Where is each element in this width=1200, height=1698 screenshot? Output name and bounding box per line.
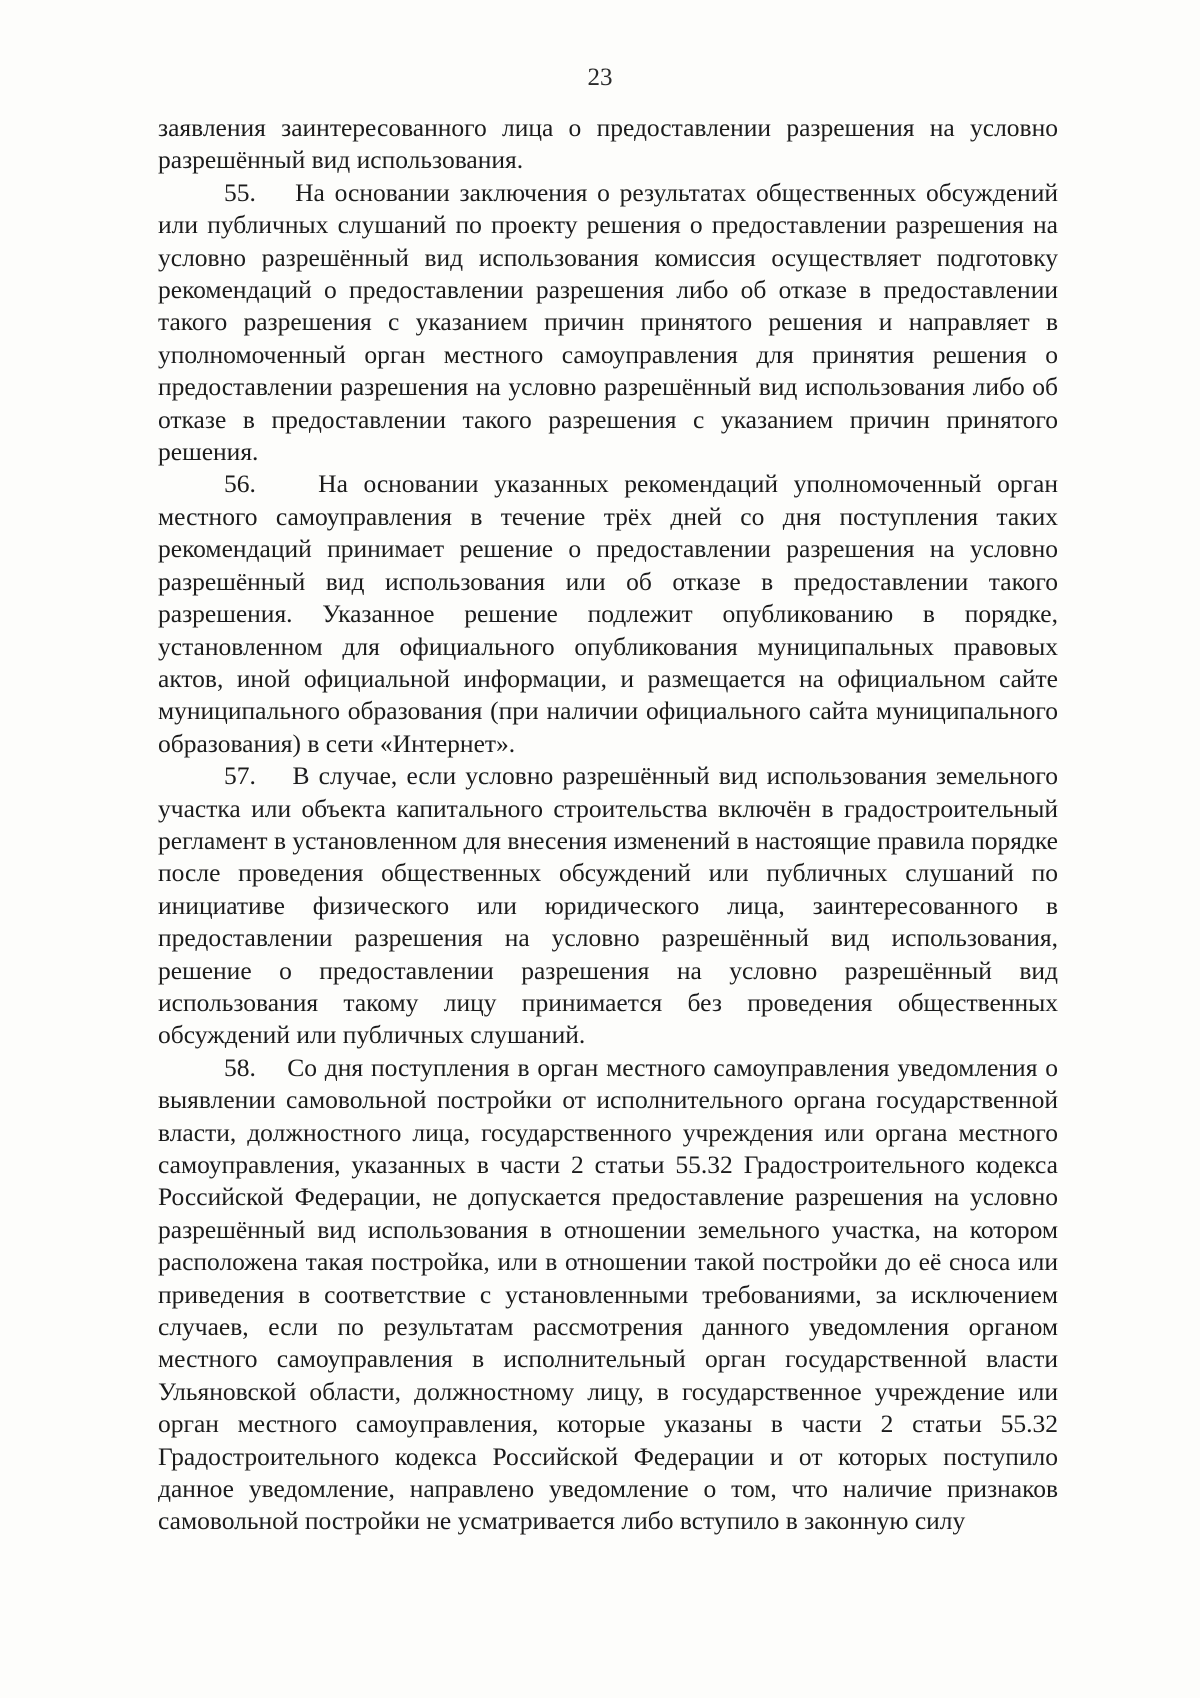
clause-paragraph — [158, 1052, 1058, 1538]
paragraph-text: заявления заинтересованного лица о предоставлении разрешения на условно разрешённый вид использования. — [158, 113, 1058, 175]
paragraph-text: В случае, если условно разрешённый вид использования земельного участка или объекта капитального строительства включён в градостроительный регламент в установленном для внесения изменений в настоящие правила порядке после проведения общественных обсуждений или публичных слушаний по инициативе физического или юридического лица, заинтересованного в предоставлении разрешения на условно разрешённый вид использования, решение о предоставлении разрешения на условно разрешённый вид использования такому лицу принимается без проведения общественных обсуждений или публичных слушаний. — [158, 761, 1058, 1050]
continuation-paragraph — [158, 112, 1058, 177]
clause-paragraph — [158, 760, 1058, 1052]
document-body — [158, 112, 1058, 1538]
clause-number: 58. — [224, 1052, 256, 1082]
clause-paragraph — [158, 177, 1058, 469]
clause-number: 57. — [224, 761, 256, 791]
paragraph-text: На основании заключения о результатах общественных обсуждений или публичных слушаний по проекту решения о предоставлении разрешения на условно разрешённый вид использования комиссия осуществляет подготовку рекомендаций о предоставлении разрешения либо об отказе в предоставлении такого разрешения с указанием причин принятого решения и направляет в уполномоченный орган местного самоуправления для принятия решения о предоставлении разрешения на условно разрешённый вид использования либо об отказе в предоставлении такого разрешения с указанием причин принятого решения. — [158, 177, 1058, 467]
clause-number: 56. — [224, 469, 256, 499]
clause-number: 55. — [224, 177, 256, 207]
clause-paragraph — [158, 468, 1058, 760]
page-number: 23 — [587, 64, 613, 91]
paragraph-text: Со дня поступления в орган местного самоуправления уведомления о выявлении самовольной постройки от исполнительного органа государственной власти, должностного лица, государственного учреждения или органа местного самоуправления, указанных в части 2 статьи 55.32 Градостроительного кодекса Российской Федерации, не допускается предоставление разрешения на условно разрешённый вид использования в отношении земельного участка, на котором расположена такая постройка, или в отношении такой постройки до её сноса или приведения в соответствие с установленными требованиями, за исключением случаев, если по результатам рассмотрения данного уведомления органом местного самоуправления в исполнительный орган государственной власти Ульяновской области, должностному лицу, в государственное учреждение или орган местного самоуправления, которые указаны в части 2 статьи 55.32 Градостроительного кодекса Российской Федерации и от которых поступило данное уведомление, направлено уведомление о том, что наличие признаков самовольной постройки не усматривается либо вступило в законную силу — [158, 1052, 1059, 1536]
paragraph-text: На основании указанных рекомендаций уполномоченный орган местного самоуправления в течение трёх дней со дня поступления таких рекомендаций принимает решение о предоставлении разрешения на условно разрешённый вид использования или об отказе в предоставлении такого разрешения. Указанное решение подлежит опубликованию в порядке, установленном для официального опубликования муниципальных правовых актов, иной официальной информации, и размещается на официальном сайте муниципального образования (при наличии официального сайта муниципального образования) в сети «Интернет». — [158, 469, 1058, 758]
